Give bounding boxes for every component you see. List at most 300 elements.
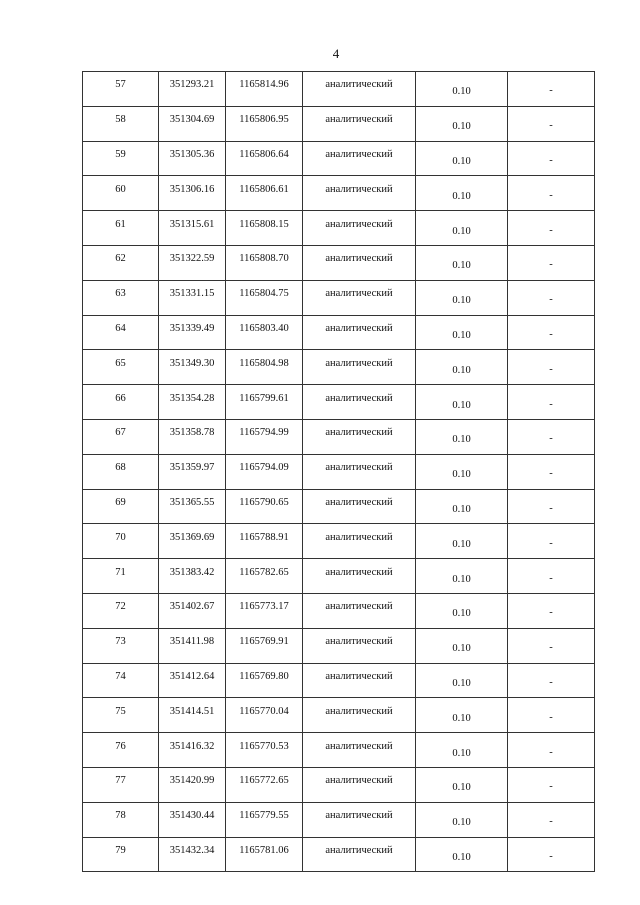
method-cell bbox=[303, 524, 416, 559]
y-coordinate-cell bbox=[226, 524, 303, 559]
x-coordinate-cell-text: 351369.69 bbox=[169, 531, 215, 543]
accuracy-cell-text: 0.10 bbox=[452, 538, 471, 550]
x-coordinate-cell-text: 351383.42 bbox=[169, 566, 215, 578]
x-coordinate-cell-text: 351293.21 bbox=[169, 79, 215, 91]
x-coordinate-cell bbox=[159, 385, 226, 420]
accuracy-cell bbox=[416, 628, 508, 663]
point-number-cell bbox=[83, 280, 159, 315]
description-cell bbox=[508, 837, 595, 872]
accuracy-cell bbox=[416, 802, 508, 837]
point-number-cell bbox=[83, 733, 159, 768]
table-row bbox=[83, 280, 595, 315]
description-cell-text: - bbox=[549, 642, 553, 654]
accuracy-cell-text: 0.10 bbox=[452, 608, 471, 620]
x-coordinate-cell bbox=[159, 419, 226, 454]
method-cell bbox=[303, 350, 416, 385]
point-number-cell bbox=[83, 698, 159, 733]
description-cell-text: - bbox=[549, 502, 553, 514]
method-cell bbox=[303, 141, 416, 176]
description-cell-text: - bbox=[549, 224, 553, 236]
accuracy-cell bbox=[416, 72, 508, 107]
point-number-cell bbox=[83, 106, 159, 141]
x-coordinate-cell-text: 351305.36 bbox=[169, 148, 215, 160]
y-coordinate-cell-text: 1165808.15 bbox=[239, 218, 289, 230]
y-coordinate-cell-text: 1165808.70 bbox=[239, 253, 289, 265]
accuracy-cell-text: 0.10 bbox=[452, 225, 471, 237]
table-row bbox=[83, 524, 595, 559]
accuracy-cell bbox=[416, 593, 508, 628]
accuracy-cell-text: 0.10 bbox=[452, 260, 471, 272]
method-cell bbox=[303, 767, 416, 802]
description-cell-text: - bbox=[549, 781, 553, 793]
point-number-cell-text: 63 bbox=[115, 288, 126, 300]
accuracy-cell-text: 0.10 bbox=[452, 782, 471, 794]
point-number-cell-text: 61 bbox=[115, 218, 126, 230]
x-coordinate-cell-text: 351359.97 bbox=[169, 462, 215, 474]
y-coordinate-cell-text: 1165799.61 bbox=[239, 392, 289, 404]
point-number-cell bbox=[83, 559, 159, 594]
description-cell-text: - bbox=[549, 154, 553, 166]
method-cell bbox=[303, 419, 416, 454]
accuracy-cell-text: 0.10 bbox=[452, 643, 471, 655]
y-coordinate-cell-text: 1165806.95 bbox=[239, 114, 289, 126]
table-row bbox=[83, 489, 595, 524]
description-cell bbox=[508, 524, 595, 559]
y-coordinate-cell bbox=[226, 419, 303, 454]
method-cell-text: аналитический bbox=[325, 253, 393, 265]
description-cell bbox=[508, 593, 595, 628]
y-coordinate-cell-text: 1165790.65 bbox=[239, 496, 289, 508]
y-coordinate-cell-text: 1165772.65 bbox=[239, 775, 289, 787]
method-cell-text: аналитический bbox=[325, 566, 393, 578]
method-cell-text: аналитический bbox=[325, 601, 393, 613]
accuracy-cell-text: 0.10 bbox=[452, 677, 471, 689]
method-cell bbox=[303, 106, 416, 141]
y-coordinate-cell-text: 1165773.17 bbox=[239, 601, 289, 613]
description-cell bbox=[508, 663, 595, 698]
y-coordinate-cell bbox=[226, 767, 303, 802]
method-cell-text: аналитический bbox=[325, 670, 393, 682]
y-coordinate-cell bbox=[226, 315, 303, 350]
description-cell bbox=[508, 489, 595, 524]
description-cell-text: - bbox=[549, 328, 553, 340]
table-row bbox=[83, 733, 595, 768]
accuracy-cell-text: 0.10 bbox=[452, 503, 471, 515]
table-row bbox=[83, 385, 595, 420]
x-coordinate-cell-text: 351430.44 bbox=[169, 810, 215, 822]
y-coordinate-cell-text: 1165806.61 bbox=[239, 183, 289, 195]
accuracy-cell bbox=[416, 698, 508, 733]
accuracy-cell bbox=[416, 141, 508, 176]
y-coordinate-cell bbox=[226, 698, 303, 733]
accuracy-cell bbox=[416, 837, 508, 872]
table-body bbox=[83, 72, 595, 872]
y-coordinate-cell bbox=[226, 489, 303, 524]
coordinates-table bbox=[82, 71, 595, 872]
y-coordinate-cell bbox=[226, 802, 303, 837]
description-cell-text: - bbox=[549, 398, 553, 410]
table-row bbox=[83, 350, 595, 385]
x-coordinate-cell bbox=[159, 559, 226, 594]
accuracy-cell-text: 0.10 bbox=[452, 364, 471, 376]
point-number-cell-text: 60 bbox=[115, 183, 126, 195]
accuracy-cell-text: 0.10 bbox=[452, 86, 471, 98]
point-number-cell-text: 77 bbox=[115, 775, 126, 787]
description-cell bbox=[508, 698, 595, 733]
method-cell-text: аналитический bbox=[325, 392, 393, 404]
accuracy-cell-text: 0.10 bbox=[452, 573, 471, 585]
x-coordinate-cell-text: 351354.28 bbox=[169, 392, 215, 404]
description-cell-text: - bbox=[549, 85, 553, 97]
description-cell-text: - bbox=[549, 363, 553, 375]
x-coordinate-cell-text: 351304.69 bbox=[169, 114, 215, 126]
x-coordinate-cell bbox=[159, 106, 226, 141]
accuracy-cell bbox=[416, 454, 508, 489]
x-coordinate-cell bbox=[159, 663, 226, 698]
point-number-cell-text: 74 bbox=[115, 670, 126, 682]
accuracy-cell bbox=[416, 280, 508, 315]
y-coordinate-cell-text: 1165770.53 bbox=[239, 740, 289, 752]
x-coordinate-cell-text: 351411.98 bbox=[169, 636, 215, 648]
description-cell-text: - bbox=[549, 816, 553, 828]
table-row bbox=[83, 245, 595, 280]
y-coordinate-cell-text: 1165814.96 bbox=[239, 79, 289, 91]
description-cell-text: - bbox=[549, 433, 553, 445]
table-row bbox=[83, 559, 595, 594]
description-cell bbox=[508, 106, 595, 141]
point-number-cell bbox=[83, 176, 159, 211]
point-number-cell bbox=[83, 593, 159, 628]
accuracy-cell bbox=[416, 419, 508, 454]
description-cell bbox=[508, 72, 595, 107]
page-number: 4 bbox=[332, 46, 340, 61]
y-coordinate-cell bbox=[226, 837, 303, 872]
description-cell bbox=[508, 245, 595, 280]
method-cell-text: аналитический bbox=[325, 148, 393, 160]
method-cell bbox=[303, 489, 416, 524]
point-number-cell-text: 65 bbox=[115, 357, 126, 369]
y-coordinate-cell bbox=[226, 211, 303, 246]
point-number-cell-text: 73 bbox=[115, 636, 126, 648]
description-cell bbox=[508, 211, 595, 246]
y-coordinate-cell-text: 1165806.64 bbox=[239, 148, 289, 160]
method-cell-text: аналитический bbox=[325, 114, 393, 126]
point-number-cell-text: 67 bbox=[115, 427, 126, 439]
point-number-cell bbox=[83, 385, 159, 420]
description-cell-text: - bbox=[549, 711, 553, 723]
x-coordinate-cell bbox=[159, 802, 226, 837]
accuracy-cell bbox=[416, 106, 508, 141]
accuracy-cell-text: 0.10 bbox=[452, 190, 471, 202]
accuracy-cell bbox=[416, 211, 508, 246]
point-number-cell-text: 58 bbox=[115, 114, 126, 126]
point-number-cell-text: 75 bbox=[115, 705, 126, 717]
table-row bbox=[83, 72, 595, 107]
description-cell-text: - bbox=[549, 259, 553, 271]
y-coordinate-cell-text: 1165794.99 bbox=[239, 427, 289, 439]
y-coordinate-cell-text: 1165769.91 bbox=[239, 636, 289, 648]
method-cell-text: аналитический bbox=[325, 531, 393, 543]
y-coordinate-cell-text: 1165804.75 bbox=[239, 288, 289, 300]
method-cell-text: аналитический bbox=[325, 462, 393, 474]
method-cell bbox=[303, 802, 416, 837]
x-coordinate-cell-text: 351349.30 bbox=[169, 357, 215, 369]
point-number-cell bbox=[83, 315, 159, 350]
accuracy-cell bbox=[416, 524, 508, 559]
description-cell-text: - bbox=[549, 607, 553, 619]
x-coordinate-cell bbox=[159, 141, 226, 176]
method-cell bbox=[303, 245, 416, 280]
method-cell bbox=[303, 837, 416, 872]
accuracy-cell-text: 0.10 bbox=[452, 399, 471, 411]
x-coordinate-cell bbox=[159, 524, 226, 559]
table-row bbox=[83, 141, 595, 176]
method-cell-text: аналитический bbox=[325, 496, 393, 508]
y-coordinate-cell-text: 1165770.04 bbox=[239, 705, 289, 717]
description-cell bbox=[508, 767, 595, 802]
description-cell bbox=[508, 141, 595, 176]
accuracy-cell-text: 0.10 bbox=[452, 434, 471, 446]
table-row bbox=[83, 767, 595, 802]
point-number-cell-text: 64 bbox=[115, 322, 126, 334]
method-cell-text: аналитический bbox=[325, 288, 393, 300]
point-number-cell bbox=[83, 350, 159, 385]
x-coordinate-cell-text: 351432.34 bbox=[169, 844, 215, 856]
description-cell-text: - bbox=[549, 746, 553, 758]
x-coordinate-cell bbox=[159, 628, 226, 663]
y-coordinate-cell bbox=[226, 245, 303, 280]
y-coordinate-cell-text: 1165804.98 bbox=[239, 357, 289, 369]
method-cell bbox=[303, 559, 416, 594]
x-coordinate-cell-text: 351306.16 bbox=[169, 183, 215, 195]
point-number-cell-text: 68 bbox=[115, 462, 126, 474]
x-coordinate-cell bbox=[159, 767, 226, 802]
x-coordinate-cell-text: 351339.49 bbox=[169, 322, 215, 334]
point-number-cell bbox=[83, 489, 159, 524]
x-coordinate-cell bbox=[159, 245, 226, 280]
description-cell-text: - bbox=[549, 294, 553, 306]
x-coordinate-cell-text: 351322.59 bbox=[169, 253, 215, 265]
method-cell-text: аналитический bbox=[325, 775, 393, 787]
point-number-cell-text: 76 bbox=[115, 740, 126, 752]
point-number-cell bbox=[83, 524, 159, 559]
method-cell bbox=[303, 698, 416, 733]
point-number-cell bbox=[83, 663, 159, 698]
table-row bbox=[83, 837, 595, 872]
y-coordinate-cell bbox=[226, 628, 303, 663]
accuracy-cell bbox=[416, 733, 508, 768]
point-number-cell-text: 66 bbox=[115, 392, 126, 404]
x-coordinate-cell bbox=[159, 593, 226, 628]
accuracy-cell bbox=[416, 350, 508, 385]
point-number-cell bbox=[83, 802, 159, 837]
table-row bbox=[83, 315, 595, 350]
y-coordinate-cell bbox=[226, 350, 303, 385]
table-row bbox=[83, 106, 595, 141]
method-cell-text: аналитический bbox=[325, 183, 393, 195]
method-cell-text: аналитический bbox=[325, 322, 393, 334]
y-coordinate-cell-text: 1165794.09 bbox=[239, 462, 289, 474]
description-cell-text: - bbox=[549, 537, 553, 549]
method-cell bbox=[303, 385, 416, 420]
method-cell-text: аналитический bbox=[325, 357, 393, 369]
method-cell bbox=[303, 176, 416, 211]
point-number-cell bbox=[83, 767, 159, 802]
point-number-cell-text: 57 bbox=[115, 79, 126, 91]
method-cell-text: аналитический bbox=[325, 79, 393, 91]
x-coordinate-cell-text: 351358.78 bbox=[169, 427, 215, 439]
point-number-cell bbox=[83, 245, 159, 280]
method-cell bbox=[303, 211, 416, 246]
point-number-cell bbox=[83, 72, 159, 107]
description-cell bbox=[508, 628, 595, 663]
x-coordinate-cell bbox=[159, 315, 226, 350]
description-cell bbox=[508, 559, 595, 594]
x-coordinate-cell bbox=[159, 72, 226, 107]
y-coordinate-cell bbox=[226, 593, 303, 628]
table-row bbox=[83, 802, 595, 837]
point-number-cell-text: 78 bbox=[115, 810, 126, 822]
x-coordinate-cell bbox=[159, 733, 226, 768]
accuracy-cell-text: 0.10 bbox=[452, 295, 471, 307]
y-coordinate-cell bbox=[226, 454, 303, 489]
x-coordinate-cell bbox=[159, 211, 226, 246]
y-coordinate-cell bbox=[226, 106, 303, 141]
description-cell bbox=[508, 419, 595, 454]
table-row bbox=[83, 593, 595, 628]
y-coordinate-cell-text: 1165803.40 bbox=[239, 322, 289, 334]
point-number-cell bbox=[83, 141, 159, 176]
y-coordinate-cell bbox=[226, 663, 303, 698]
accuracy-cell bbox=[416, 767, 508, 802]
description-cell bbox=[508, 454, 595, 489]
method-cell-text: аналитический bbox=[325, 810, 393, 822]
description-cell bbox=[508, 350, 595, 385]
accuracy-cell bbox=[416, 315, 508, 350]
method-cell bbox=[303, 280, 416, 315]
accuracy-cell-text: 0.10 bbox=[452, 712, 471, 724]
method-cell-text: аналитический bbox=[325, 636, 393, 648]
description-cell bbox=[508, 802, 595, 837]
point-number-cell bbox=[83, 419, 159, 454]
method-cell bbox=[303, 315, 416, 350]
description-cell-text: - bbox=[549, 572, 553, 584]
method-cell bbox=[303, 593, 416, 628]
accuracy-cell bbox=[416, 663, 508, 698]
table-row bbox=[83, 628, 595, 663]
description-cell bbox=[508, 385, 595, 420]
x-coordinate-cell bbox=[159, 176, 226, 211]
y-coordinate-cell-text: 1165788.91 bbox=[239, 531, 289, 543]
description-cell bbox=[508, 315, 595, 350]
x-coordinate-cell-text: 351416.32 bbox=[169, 740, 215, 752]
description-cell-text: - bbox=[549, 850, 553, 862]
method-cell bbox=[303, 454, 416, 489]
x-coordinate-cell bbox=[159, 280, 226, 315]
description-cell bbox=[508, 280, 595, 315]
x-coordinate-cell-text: 351365.55 bbox=[169, 496, 215, 508]
table-row bbox=[83, 454, 595, 489]
method-cell-text: аналитический bbox=[325, 740, 393, 752]
x-coordinate-cell-text: 351331.15 bbox=[169, 288, 215, 300]
method-cell-text: аналитический bbox=[325, 218, 393, 230]
accuracy-cell-text: 0.10 bbox=[452, 851, 471, 863]
y-coordinate-cell-text: 1165782.65 bbox=[239, 566, 289, 578]
method-cell bbox=[303, 733, 416, 768]
table-row bbox=[83, 211, 595, 246]
x-coordinate-cell-text: 351412.64 bbox=[169, 670, 215, 682]
y-coordinate-cell-text: 1165769.80 bbox=[239, 670, 289, 682]
accuracy-cell-text: 0.10 bbox=[452, 155, 471, 167]
x-coordinate-cell bbox=[159, 350, 226, 385]
point-number-cell-text: 70 bbox=[115, 531, 126, 543]
method-cell bbox=[303, 72, 416, 107]
x-coordinate-cell bbox=[159, 454, 226, 489]
point-number-cell bbox=[83, 211, 159, 246]
point-number-cell-text: 79 bbox=[115, 844, 126, 856]
y-coordinate-cell bbox=[226, 559, 303, 594]
point-number-cell-text: 69 bbox=[115, 496, 126, 508]
accuracy-cell-text: 0.10 bbox=[452, 121, 471, 133]
accuracy-cell bbox=[416, 385, 508, 420]
x-coordinate-cell bbox=[159, 489, 226, 524]
y-coordinate-cell bbox=[226, 280, 303, 315]
method-cell bbox=[303, 663, 416, 698]
accuracy-cell-text: 0.10 bbox=[452, 817, 471, 829]
x-coordinate-cell-text: 351315.61 bbox=[169, 218, 215, 230]
x-coordinate-cell-text: 351402.67 bbox=[169, 601, 215, 613]
method-cell bbox=[303, 628, 416, 663]
description-cell bbox=[508, 733, 595, 768]
description-cell-text: - bbox=[549, 189, 553, 201]
table-row bbox=[83, 176, 595, 211]
x-coordinate-cell-text: 351420.99 bbox=[169, 775, 215, 787]
table-row bbox=[83, 663, 595, 698]
y-coordinate-cell bbox=[226, 72, 303, 107]
y-coordinate-cell bbox=[226, 141, 303, 176]
accuracy-cell-text: 0.10 bbox=[452, 747, 471, 759]
x-coordinate-cell-text: 351414.51 bbox=[169, 705, 215, 717]
point-number-cell-text: 59 bbox=[115, 148, 126, 160]
point-number-cell bbox=[83, 454, 159, 489]
method-cell-text: аналитический bbox=[325, 705, 393, 717]
description-cell-text: - bbox=[549, 676, 553, 688]
y-coordinate-cell-text: 1165779.55 bbox=[239, 810, 289, 822]
table-row bbox=[83, 698, 595, 733]
point-number-cell-text: 62 bbox=[115, 253, 126, 265]
accuracy-cell bbox=[416, 559, 508, 594]
point-number-cell-text: 71 bbox=[115, 566, 126, 578]
x-coordinate-cell bbox=[159, 698, 226, 733]
description-cell bbox=[508, 176, 595, 211]
method-cell-text: аналитический bbox=[325, 844, 393, 856]
description-cell-text: - bbox=[549, 468, 553, 480]
y-coordinate-cell bbox=[226, 733, 303, 768]
accuracy-cell-text: 0.10 bbox=[452, 329, 471, 341]
method-cell-text: аналитический bbox=[325, 427, 393, 439]
y-coordinate-cell-text: 1165781.06 bbox=[239, 844, 289, 856]
accuracy-cell bbox=[416, 489, 508, 524]
accuracy-cell bbox=[416, 245, 508, 280]
accuracy-cell bbox=[416, 176, 508, 211]
y-coordinate-cell bbox=[226, 176, 303, 211]
accuracy-cell-text: 0.10 bbox=[452, 469, 471, 481]
y-coordinate-cell bbox=[226, 385, 303, 420]
x-coordinate-cell bbox=[159, 837, 226, 872]
point-number-cell-text: 72 bbox=[115, 601, 126, 613]
point-number-cell bbox=[83, 837, 159, 872]
point-number-cell bbox=[83, 628, 159, 663]
